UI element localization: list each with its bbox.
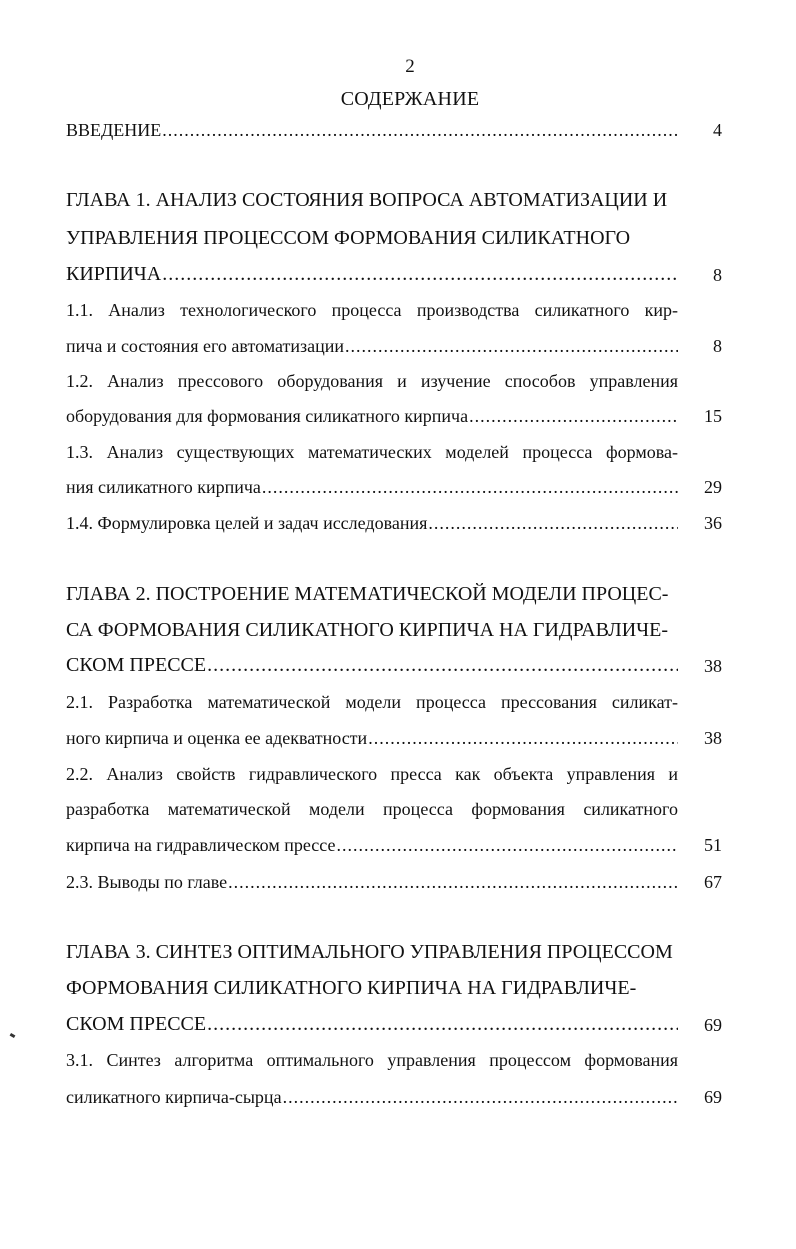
scan-speck	[10, 1033, 16, 1038]
leader-dots	[162, 118, 678, 142]
section-2-1-line-2	[66, 726, 678, 750]
section-2-3	[66, 870, 678, 894]
toc-page-number: 69	[704, 1087, 722, 1107]
chapter-1-heading-line-2: УПРАВЛЕНИЯ ПРОЦЕССОМ ФОРМОВАНИЯ СИЛИКАТНОГО	[66, 227, 631, 249]
toc-entry-text: оборудования для формования силикатного кирпича	[66, 406, 469, 426]
leader-dots	[262, 475, 678, 499]
toc-page-number: 69	[704, 1015, 722, 1035]
toc-page-number: 51	[704, 835, 722, 855]
toc-entry-text: СКОМ ПРЕССЕ	[66, 1013, 207, 1035]
toc-page-number: 38	[704, 728, 722, 748]
leader-dots	[368, 726, 678, 750]
section-1-4	[66, 511, 678, 535]
section-1-3-line-2	[66, 475, 678, 499]
leader-dots	[283, 1085, 678, 1109]
chapter-1-heading-line-3	[66, 262, 678, 286]
chapter-2-heading-line-2: СА ФОРМОВАНИЯ СИЛИКАТНОГО КИРПИЧА НА ГИДРАВЛИЧЕ-	[66, 619, 669, 641]
toc-page-number: 8	[713, 265, 722, 285]
toc-entry-intro	[66, 118, 678, 142]
toc-entry-text: кирпича на гидравлическом прессе	[66, 835, 336, 855]
leader-dots	[469, 404, 678, 428]
section-1-2-line-1: 1.2. Анализ прессового оборудования и изучение способов управления	[66, 371, 678, 391]
toc-entry-text: ного кирпича и оценка ее адекватности	[66, 728, 368, 748]
page-number: 2	[405, 56, 415, 77]
toc-entry-text: пича и состояния его автоматизации	[66, 336, 345, 356]
chapter-3-heading-line-1: ГЛАВА 3. СИНТЕЗ ОПТИМАЛЬНОГО УПРАВЛЕНИЯ ПРОЦЕССОМ	[66, 941, 673, 963]
toc-page-number: 38	[704, 656, 722, 676]
leader-dots	[336, 833, 678, 857]
toc-page-number: 4	[713, 120, 722, 140]
toc-entry-text: 1.4. Формулировка целей и задач исследования	[66, 513, 428, 533]
leader-dots	[207, 653, 678, 677]
toc-title: СОДЕРЖАНИЕ	[340, 88, 480, 110]
leader-dots	[162, 262, 678, 286]
toc-page-number: 67	[704, 872, 722, 892]
section-1-2-line-2	[66, 404, 678, 428]
toc-page-number: 29	[704, 477, 722, 497]
section-2-2-line-1: 2.2. Анализ свойств гидравлического пресса как объекта управления и	[66, 764, 678, 784]
toc-page-number: 8	[713, 336, 722, 356]
chapter-2-heading-line-3	[66, 653, 678, 677]
toc-entry-text: ния силикатного кирпича	[66, 477, 261, 497]
chapter-1-heading-line-1: ГЛАВА 1. АНАЛИЗ СОСТОЯНИЯ ВОПРОСА АВТОМАТИЗАЦИИ И	[66, 189, 668, 211]
section-3-1-line-2	[66, 1085, 678, 1109]
section-1-3-line-1: 1.3. Анализ существующих математических моделей процесса формова-	[66, 442, 678, 462]
toc-page-number: 36	[704, 513, 722, 533]
leader-dots	[428, 511, 678, 535]
section-1-1-line-2	[66, 334, 678, 358]
toc-entry-text: КИРПИЧА	[66, 263, 162, 285]
section-3-1-line-1: 3.1. Синтез алгоритма оптимального управления процессом формования	[66, 1050, 678, 1070]
leader-dots	[345, 334, 678, 358]
section-2-1-line-1: 2.1. Разработка математической модели процесса прессования силикат-	[66, 692, 678, 712]
toc-entry-text: ВВЕДЕНИЕ	[66, 120, 162, 140]
toc-entry-text: СКОМ ПРЕССЕ	[66, 654, 207, 676]
toc-entry-text: 2.3. Выводы по главе	[66, 872, 228, 892]
toc-page-number: 15	[704, 406, 722, 426]
chapter-3-heading-line-3	[66, 1012, 678, 1036]
section-2-2-line-3	[66, 833, 678, 857]
toc-entry-text: силикатного кирпича-сырца	[66, 1087, 282, 1107]
chapter-2-heading-line-1: ГЛАВА 2. ПОСТРОЕНИЕ МАТЕМАТИЧЕСКОЙ МОДЕЛИ ПРОЦЕС-	[66, 583, 669, 605]
section-2-2-line-2: разработка математической модели процесса формования силикатного	[66, 799, 678, 819]
leader-dots	[228, 870, 678, 894]
chapter-3-heading-line-2: ФОРМОВАНИЯ СИЛИКАТНОГО КИРПИЧА НА ГИДРАВЛИЧЕ-	[66, 977, 637, 999]
section-1-1-line-1: 1.1. Анализ технологического процесса производства силикатного кир-	[66, 300, 678, 320]
leader-dots	[207, 1012, 678, 1036]
